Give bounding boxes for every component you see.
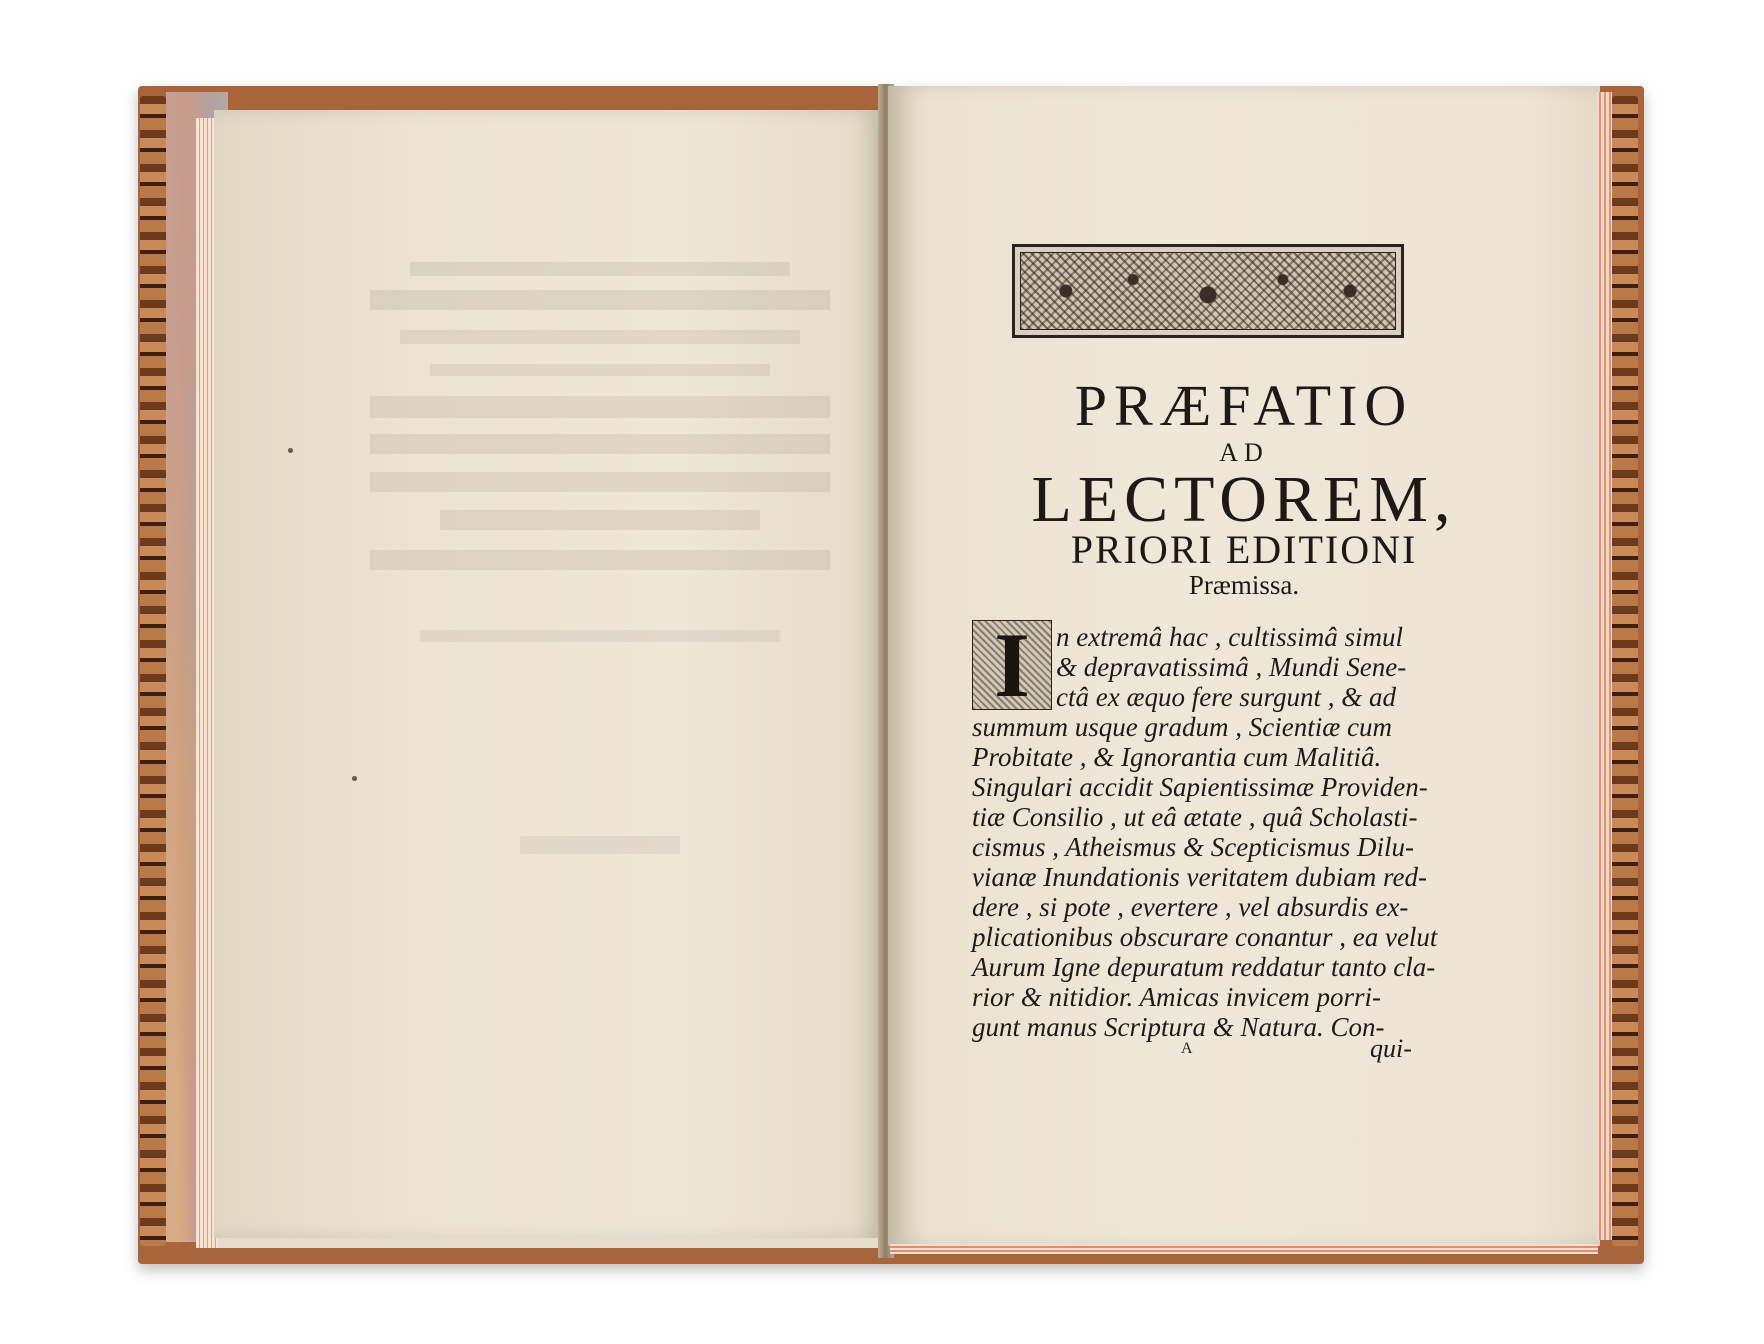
- show-through: [370, 434, 830, 454]
- right-page-edges: [1596, 92, 1612, 1240]
- catchword: qui-: [1370, 1034, 1412, 1063]
- show-through: [370, 290, 830, 310]
- show-through: [370, 836, 830, 854]
- show-through: [370, 262, 830, 282]
- body-line: Singulari accidit Sapientissimæ Providen-: [972, 772, 1428, 802]
- foxing-spot: [288, 448, 293, 453]
- body-line: rior & nitidior. Amicas invicem porri-: [972, 982, 1381, 1012]
- body-line: vianæ Inundationis veritatem dubiam red-: [972, 862, 1427, 892]
- body-line: Aurum Igne depuratum reddatur tanto cla-: [972, 952, 1436, 982]
- show-through: [370, 630, 830, 642]
- title-priori-editioni: PRIORI EDITIONI: [1070, 527, 1418, 572]
- body-line: ctâ ex æquo fere surgunt , & ad: [1056, 682, 1396, 712]
- show-through: [370, 472, 830, 492]
- show-through: [370, 396, 830, 418]
- show-through: [370, 330, 830, 344]
- title-praefatio: PRÆFATIO: [1074, 373, 1414, 438]
- cover-left-edge: [140, 96, 166, 1246]
- drop-cap-initial: I: [972, 620, 1052, 710]
- show-through: [370, 550, 830, 570]
- body-line: Probitate , & Ignorantia cum Malitiâ.: [972, 742, 1382, 772]
- bottom-page-edges: [890, 1244, 1598, 1254]
- body-line: & depravatissimâ , Mundi Sene-: [1056, 652, 1407, 682]
- headpiece-engraving: [1020, 252, 1396, 330]
- show-through: [370, 364, 830, 376]
- body-line: n extremâ hac , cultissimâ simul: [1056, 622, 1403, 652]
- title-ad: AD: [1219, 438, 1269, 467]
- cover-right-edge: [1612, 96, 1638, 1246]
- body-line: tiæ Consilio , ut eâ ætate , quâ Scholasti-: [972, 802, 1418, 832]
- body-line: summum usque gradum , Scientiæ cum: [972, 712, 1392, 742]
- body-line: dere , si pote , evertere , vel absurdis ex-: [972, 892, 1409, 922]
- title-lectorem: LECTOREM,: [1031, 463, 1457, 536]
- foxing-spot: [352, 776, 357, 781]
- body-line: plicationibus obscurare conantur , ea velut: [972, 922, 1438, 952]
- ornamental-headpiece-icon: [1012, 244, 1404, 338]
- show-through: [370, 510, 830, 530]
- title-praemissa: Præmissa.: [1188, 570, 1300, 600]
- signature-mark: A: [1181, 1040, 1193, 1057]
- body-line: cismus , Atheismus & Scepticismus Dilu-: [972, 832, 1414, 862]
- body-line: gunt manus Scriptura & Natura. Con-: [972, 1012, 1385, 1042]
